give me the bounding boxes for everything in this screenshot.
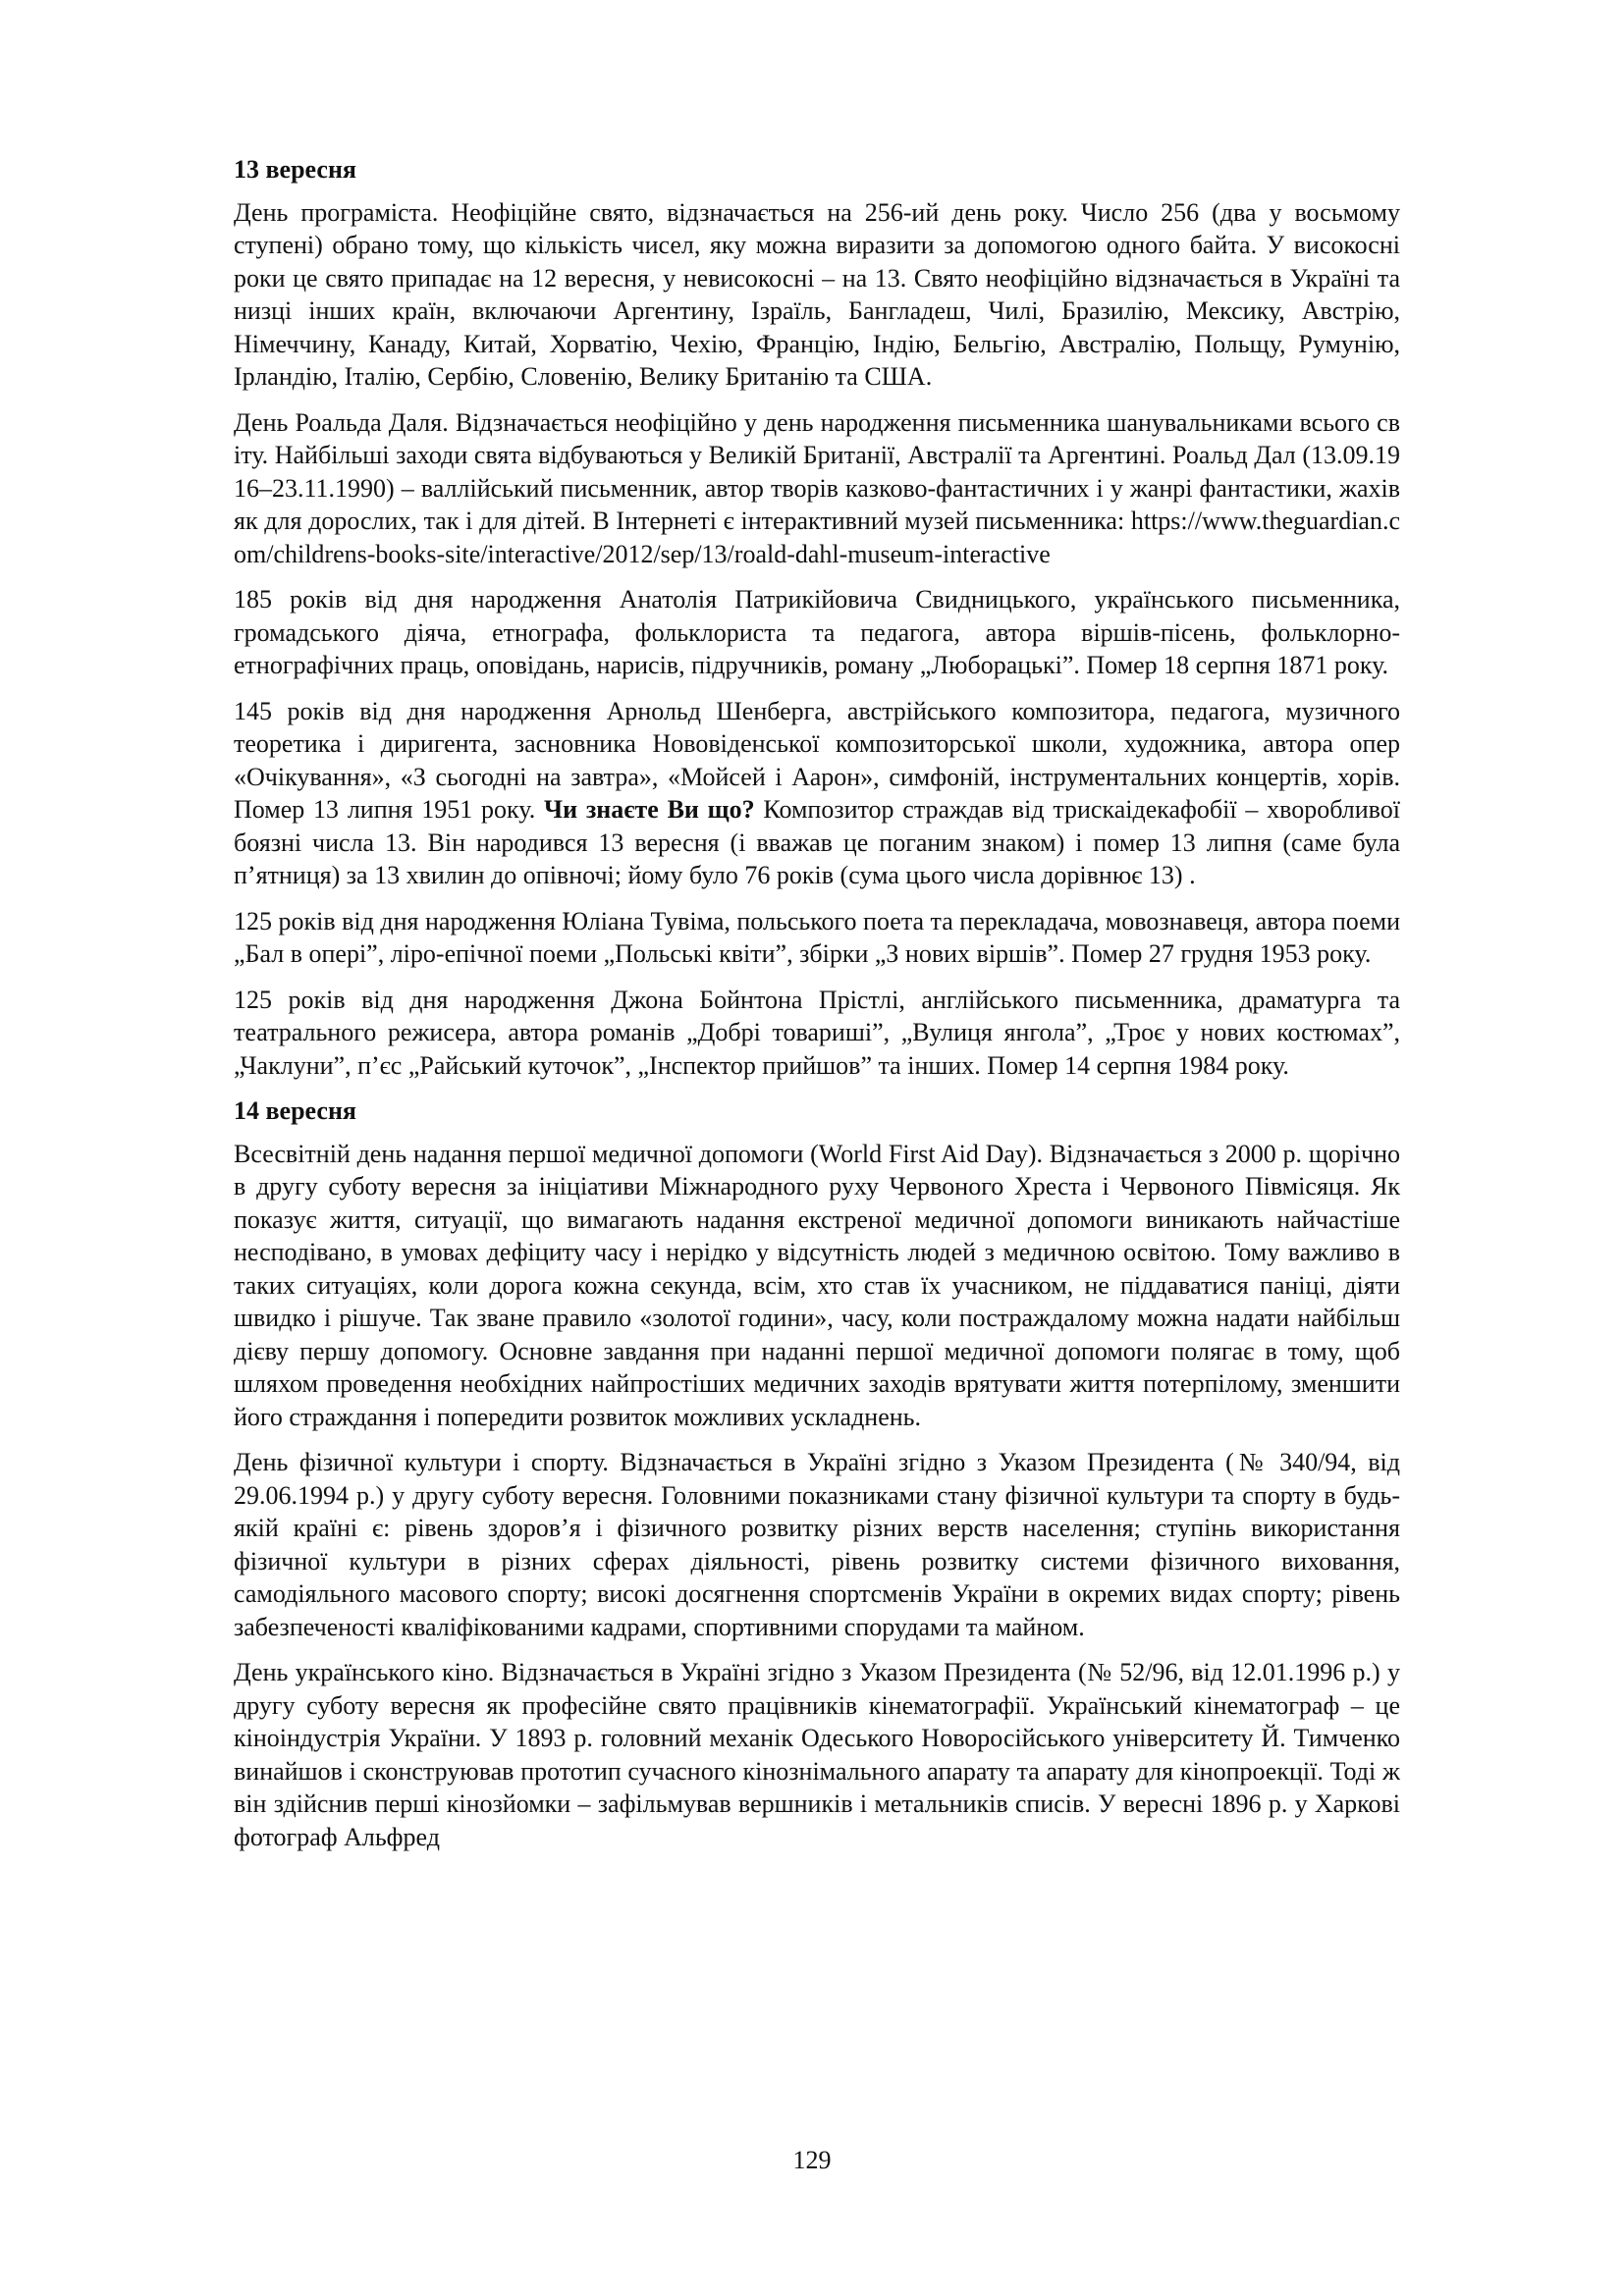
paragraph-roald-dahl-day: День Роальда Даля. Відзначається неофіційно у день народження письменника шанувальниками всього світу. Найбільші заходи свята відбуваються у Великій Британії, Австралії та Аргентині. Роальд Дал (13.09.1916–23.11.1990) – валлійський письменник, автор творів казково-фантастичних і у жанрі фантастики, жахів як для дорослих, так і для дітей. В Інтернеті є інтерактивний музей письменника: https://www.theguardian.com/childrens-books-site/interactive/2012/sep/13/roald-dahl-museum-interactive: [234, 407, 1400, 568]
date-heading-sep-13: 13 вересня: [234, 155, 356, 184]
paragraph-tuwim: 125 років від дня народження Юліана Тувіма, польського поета та перекладача, мовознавеця, автора поеми „Бал в опері”, ліро-епічної поеми „Польські квіти”, збірки „З нових віршів”. Помер 27 грудня 1953 року.: [234, 906, 1400, 968]
paragraph-first-aid-day: Всесвітній день надання першої медичної допомоги (World First Aid Day). Відзначається з 2000 р. щорічно в другу суботу вересня за ініціативи Міжнародного руху Червоного Хреста і Червоного Півмісяця. Як показує життя, ситуації, що вимагають надання екстреної медичної допомоги виникають найчастіше несподівано, в умовах дефіциту часу і нерідко у відсутність людей з медичною освітою. Тому важливо в таких ситуаціях, коли дорога кожна секунда, всім, хто став їх учасником, не піддаватися паніці, діяти швидко і рішуче. Так зване правило «золотої години», часу, коли постраждалому можна надати найбільш дієву першу допомогу. Основне завдання при наданні першої медичної допомоги полягає в тому, щоб шляхом проведення необхідних найпростіших медичних заходів врятувати життя потерпілому, зменшити його страждання і попередити розвиток можливих ускладнень.: [234, 1139, 1400, 1431]
paragraph-priestley: 125 років від дня народження Джона Бойнтона Прістлі, англійського письменника, драматурга та театрального режисера, автора романів „Добрі товариші”, „Вулиця янгола”, „Троє у нових костюмах”, „Чаклуни”, п’єс „Райський куточок”, „Інспектор прийшов” та інших. Помер 14 серпня 1984 року.: [234, 985, 1400, 1080]
page-number: 129: [792, 2146, 832, 2174]
paragraph-svydnytskyi: 185 років від дня народження Анатолія Патрикійовича Свидницького, українського письменника, громадського діяча, етнографа, фольклориста та педагога, автора віршів-пісень, фольклорно-етнографічних праць, оповідань, нарисів, підручників, роману „Люборацькі”. Помер 18 серпня 1871 року.: [234, 585, 1400, 679]
paragraph-schoenberg: [234, 695, 1400, 892]
did-you-know-label: Чи знаєте Ви що?: [543, 795, 755, 824]
date-heading-sep-14: 14 вересня: [234, 1096, 356, 1125]
page-content: [234, 153, 1400, 1866]
schoenberg-text-after: Композитор страждав від трискаідекафобії – хворобливої боязні числа 13. Він народився 13 вересня (і вважав це поганим знаком) і помер 13 липня (саме була п’ятниця) за 13 хвилин до опівночі; йому було 76 років (сума цього числа дорівнює 13) .: [234, 795, 1400, 889]
paragraph-programmer-day: День програміста. Неофіційне свято, відзначається на 256-ий день року. Число 256 (два у восьмому ступені) обрано тому, що кількість чисел, яку можна виразити за допомогою одного байта. У високосні роки це свято припадає на 12 вересня, у невисокосні – на 13. Свято неофіційно відзначається в Україні та низці інших країн, включаючи Аргентину, Ізраїль, Бангладеш, Чилі, Бразилію, Мексику, Австрію, Німеччину, Канаду, Китай, Хорватію, Чехію, Францію, Індію, Бельгію, Австралію, Польщу, Румунію, Ірландію, Італію, Сербію, Словенію, Велику Британію та США.: [234, 197, 1400, 391]
paragraph-sports-day: День фізичної культури і спорту. Відзначається в Україні згідно з Указом Президента (№ 340/94, від 29.06.1994 р.) у другу суботу вересня. Головними показниками стану фізичної культури та спорту в будь-якій країні є: рівень здоров’я і фізичного розвитку різних верств населення; ступінь використання фізичної культури в різних сферах діяльності, рівень розвитку системи фізичного виховання, самодіяльного масового спорту; високі досягнення спортсменів України в окремих видах спорту; рівень забезпеченості кваліфікованими кадрами, спортивними спорудами та майном.: [234, 1448, 1400, 1641]
schoenberg-text-before: 145 років від дня народження Арнольд Шенберга, австрійського композитора, педагога, музичного теоретика і диригента, засновника Нововіденської композиторської школи, художника, автора опер «Очікування», «З сьогодні на завтра», «Мойсей і Аарон», симфоній, інструментальних концертів, хорів. Помер 13 липня 1951 року.: [234, 696, 1400, 824]
paragraph-cinema-day: День українського кіно. Відзначається в Україні згідно з Указом Президента (№ 52/96, від 12.01.1996 р.) у другу суботу вересня як професійне свято працівників кінематографії. Український кінематограф – це кіноіндустрія України. У 1893 р. головний механік Одеського Новоросійського університету Й. Тимченко винайшов і сконструював прототип сучасного кінознімального апарату та апарату для кінопроекції. Тоді ж він здійснив перші кінозйомки – зафільмував вершників і метальників списів. У вересні 1896 р. у Харкові фотограф Альфред: [234, 1658, 1400, 1851]
